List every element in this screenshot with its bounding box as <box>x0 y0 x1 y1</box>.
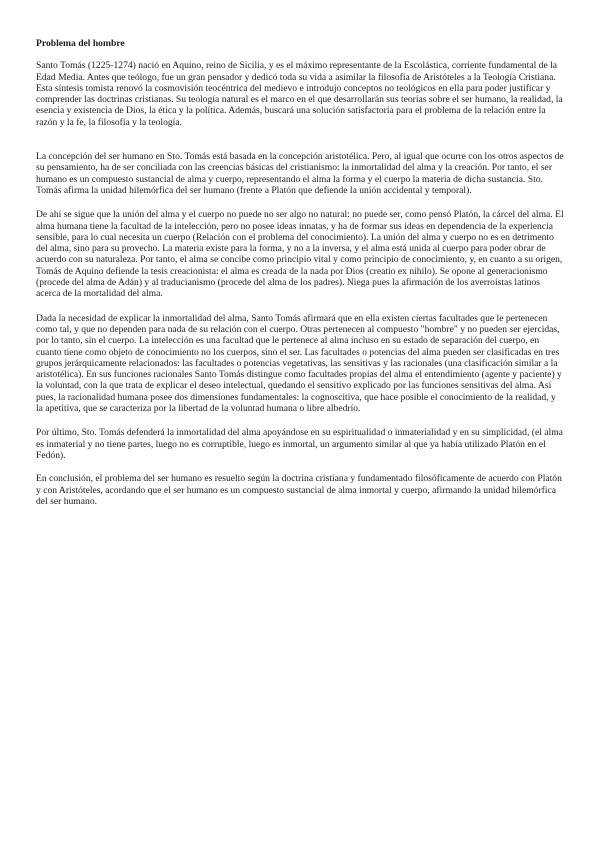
paragraph-union-alma-cuerpo: De ahí se sigue que la unión del alma y el cuerpo no puede no ser algo no natural: no puede ser, como pensó Platón, la cárcel del alma. El alma humana tiene la facultad de la intelección, pero no posee ideas innatas, y ha de formar sus ideas en dependencia de la experiencia sensible, para lo cual necesita un cuerpo (Relación con el problema del conocimiento). La unión del alma y cuerpo no es en detrimento del alma, sino para su provecho. La materia existe para la forma, y no a la inversa, y el alma está unida al cuerpo para poder obrar de acuerdo con su naturaleza. Por tanto, el alma se concibe como principio vital y como principio de conocimiento, y, en cuanto a su origen, Tomás de Aquino defiende la tesis creacionista: el alma es creada de la nada por Dios (creatio ex nihilo). Se opone al generacionismo (procede del alma de Adán) y al traducianismo (procede del alma de los padres). Niega pues la afirmación de los averroístas latinos acerca de la mortalidad del alma. <box>36 209 564 300</box>
paragraph-concepcion: La concepción del ser humano en Sto. Tomás está basada en la concepción aristotélica. Pero, al igual que ocurre con los otros aspectos de su pensamiento, ha de ser conciliada con las creencias básicas del cristianismo: la inmortalidad del alma y la creación. Por tanto, el ser humano es un compuesto sustancial de alma y cuerpo, representando el alma la forma y el cuerpo la materia de dicha sustancia. Sto. Tomás afirma la unidad hilemórfica del ser humano (frente a Platón que defiende la unión accidental y temporal). <box>36 151 564 196</box>
document-page <box>36 38 565 507</box>
paragraph-facultades: Dada la necesidad de explicar la inmortalidad del alma, Santo Tomás afirmará que en ella existen ciertas facultades que le pertenecen como tal, y que no dependen para nada de su relación con el cuerpo. Otras pertenecen al compuesto "hombre" y no pueden ser ejercidas, por lo tanto, sin el cuerpo. La intelección es una facultad que le pertenece al alma incluso en su estado de separación del cuerpo, en cuanto tiene como objeto de conocimiento no los cuerpos, sino el ser. Las facultades o potencias del alma pueden ser clasificadas en tres grupos jerárquicamente relacionados: las facultades o potencias vegetativas, las sensitivas y las racionales (una clasificación similar a la aristotélica). En sus funciones racionales Santo Tomás distingue como facultades propias del alma el entendimiento (agente y paciente) y la voluntad, con la que trata de explicar el deseo intelectual, quedando el sensitivo explicado por las funciones sensitivas del alma. Así pues, la racionalidad humana posee dos dimensiones fundamentales: la cognoscitiva, que hace posible el conocimiento de la realidad, y la apetitiva, que se caracteriza por la libertad de la voluntad humana o libre albedrío. <box>36 312 562 415</box>
paragraph-intro: Santo Tomás (1225-1274) nació en Aquino, reino de Sicilia, y es el máximo representante de la Escolástica, corriente fundamental de la Edad Media. Antes que teólogo, fue un gran pensador y dedicó toda su vida a asimilar la filosofía de Aristóteles a la Teología Cristiana. Esta síntesis tomista renovó la cosmovisión teocéntrica del medievo e introdujo conceptos no teológicos en ella para poder justificar y comprender las doctrinas cristianas. Su teología natural es el marco en el que desarrollarán sus teorías sobre el ser humano, la realidad, la esencia y existencia de Dios, la ética y la política. Además, buscará una solución satisfactoria para el problema de la relación entre la razón y la fe, la filosofía y la teología. <box>36 60 563 128</box>
page-title: Problema del hombre <box>36 38 125 49</box>
paragraph-conclusion: En conclusión, el problema del ser humano es resuelto según la doctrina cristiana y fundamentado filosóficamente de acuerdo con Platón y con Aristóteles, acordando que el ser humano es un compuesto sustancial de alma inmortal y cuerpo, afirmando la unidad hilemórfica del ser humano. <box>36 473 562 507</box>
paragraph-inmortalidad: Por último, Sto. Tomás defenderá la inmortalidad del alma apoyándose en su espiritualidad o inmaterialidad y en su simplicidad, (el alma es inmaterial y no tiene partes, luego no es corruptible, luego es inmortal, un argumento similar al que ya había utilizado Platón en el Fedón). <box>36 427 563 461</box>
